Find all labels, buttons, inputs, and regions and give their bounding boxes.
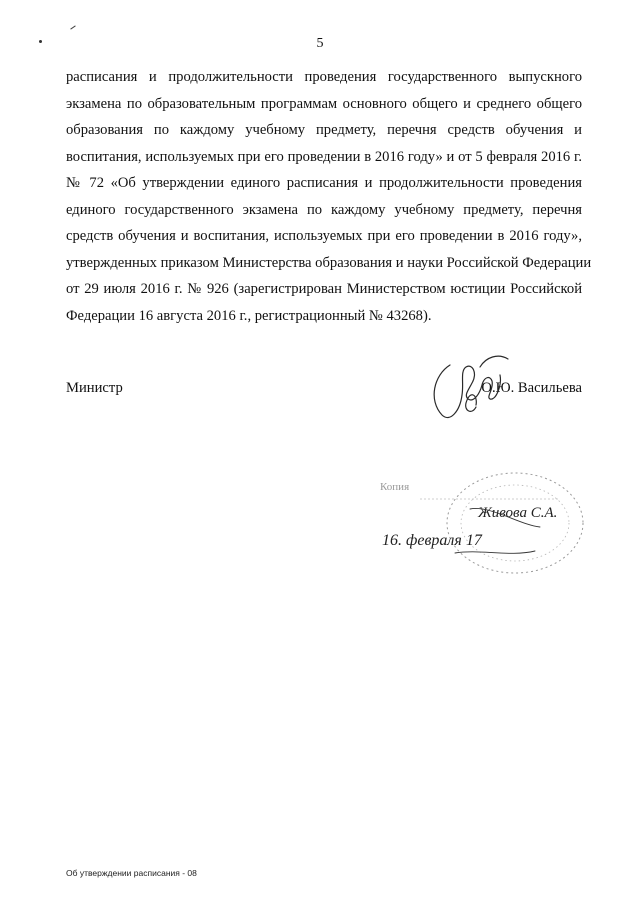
scan-artifact-mark (70, 25, 75, 29)
certification-stamp (360, 465, 595, 580)
body-line: единого государственного экзамена по каждому учебному предмету, перечня (66, 201, 582, 218)
signer-title: Министр (66, 380, 123, 396)
signer-name: О.Ю. Васильева (481, 380, 582, 396)
body-line: образования по каждому учебному предмету, перечня средств обучения и (66, 122, 582, 138)
svg-text:Живова С.А.: Живова С.А. (478, 505, 558, 521)
body-line: воспитания, используемых при его проведении в 2016 году» и от 5 февраля 2016 г. (66, 148, 582, 165)
handwritten-signature (420, 345, 515, 425)
body-line: Федерации 16 августа 2016 г., регистрационный № 43268). (66, 307, 432, 324)
body-line: расписания и продолжительности проведения государственного выпускного (66, 69, 582, 85)
body-paragraph (66, 64, 592, 329)
page-number: 5 (316, 36, 324, 51)
svg-text:Копия: Копия (380, 481, 410, 493)
body-line: средств обучения и воспитания, используемых при его проведении в 2016 году», (66, 228, 582, 244)
body-line: от 29 июля 2016 г. № 926 (зарегистрирован Министерством юстиции Российской (66, 281, 582, 297)
footer-reference: Об утверждении расписания - 08 (66, 868, 197, 878)
body-line: утвержденных приказом Министерства образования и науки Российской Федерации (66, 254, 592, 271)
body-line: экзамена по образовательным программам основного общего и среднего общего (66, 95, 582, 112)
body-line: № 72 «Об утверждении единого расписания и продолжительности проведения (66, 175, 582, 191)
svg-text:16. февраля 17: 16. февраля 17 (382, 532, 482, 549)
